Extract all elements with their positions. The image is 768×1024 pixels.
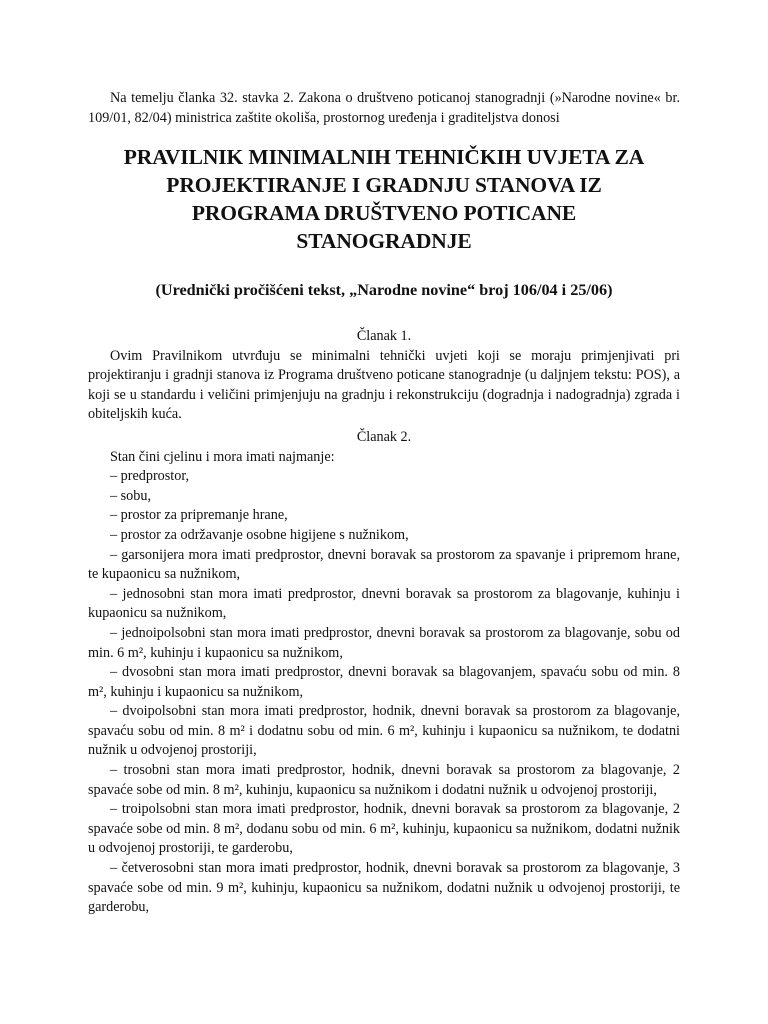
article-2-heading: Članak 2. bbox=[356, 428, 412, 445]
list-item: – jednosobni stan mora imati predprostor, dnevni boravak sa prostorom za blagovanje, kuhinju i kupaonicu sa nužnikom, bbox=[88, 585, 680, 622]
intro-paragraph: Na temelju članka 32. stavka 2. Zakona o društveno poticanoj stanogradnji (»Narodne novine« br. 109/01, 82/04) ministrica zaštite okoliša, prostornog uređenja i graditeljstva donosi bbox=[88, 90, 680, 126]
list-item: – dvosobni stan mora imati predprostor, dnevni boravak sa blagovanjem, spavaću sobu od min. 8 m², kuhinju i kupaonicu sa nužnikom, bbox=[88, 664, 680, 700]
list-item: – predprostor, bbox=[110, 468, 190, 485]
list-item: – troipolsobni stan mora imati predprostor, hodnik, dnevni boravak sa prostorom za blagovanje, 2 spavaće sobe od min. 8 m², dodanu sobu od min. 6 m², kuhinju, kupaonicu sa nužnikom, dodatni nužnik u odvojenoj prostoriji, te garderobu, bbox=[88, 801, 680, 857]
list-item: – četverosobni stan mora imati predprostor, hodnik, dnevni boravak sa prostorom za blagovanje, 3 spavaće sobe od min. 9 m², kuhinju, kupaonicu sa nužnikom, dodatni nužnik u odvojenoj prostoriji, te garderobu, bbox=[88, 860, 680, 916]
title-line: STANOGRADNJE bbox=[296, 229, 472, 253]
article-2-lead: Stan čini cjelinu i mora imati najmanje: bbox=[110, 448, 335, 465]
list-item: – prostor za održavanje osobne higijene s nužnikom, bbox=[110, 526, 409, 543]
document-body bbox=[88, 327, 680, 918]
document-subtitle: (Urednički pročišćeni tekst, „Narodne novine“ broj 106/04 i 25/06) bbox=[155, 281, 613, 299]
article-1-text: Ovim Pravilnikom utvrđuju se minimalni tehnički uvjeti koji se moraju primjenjivati pri projektiranju i gradnji stanova iz Programa društveno poticane stanogradnje (u daljnjem tekstu: POS), a koji se u standardu i veličini primjenjuju na gradnju i rekonstrukciju (dogradnja i nadogradnja) zgrada i obiteljskih kuća. bbox=[88, 347, 680, 423]
list-item: – garsonijera mora imati predprostor, dnevni boravak sa prostorom za spavanje i pripremom hrane, te kupaonicu sa nužnikom, bbox=[88, 546, 680, 583]
list-item: – jednoipolsobni stan mora imati predprostor, dnevni boravak sa prostorom za blagovanje, sobu od min. 6 m², kuhinju i kupaonicu sa nužnikom, bbox=[88, 624, 680, 661]
title-line: PROGRAMA DRUŠTVENO POTICANE bbox=[191, 201, 577, 225]
list-item: – dvoipolsobni stan mora imati predprostor, hodnik, dnevni boravak sa prostorom za blagovanje, spavaću sobu od min. 8 m² i dodatnu sobu od min. 6 m², kuhinju i kupaonicu sa nužnikom, te dodatni nužnik u odvojenoj prostoriji, bbox=[88, 703, 680, 759]
title-line: PROJEKTIRANJE I GRADNJU STANOVA IZ bbox=[166, 173, 602, 197]
list-item: – sobu, bbox=[110, 487, 151, 504]
title-line: PRAVILNIK MINIMALNIH TEHNIČKIH UVJETA ZA bbox=[123, 145, 645, 169]
document-title bbox=[88, 143, 680, 255]
article-1-heading: Članak 1. bbox=[356, 328, 412, 344]
list-item: – prostor za pripremanje hrane, bbox=[110, 507, 288, 524]
list-item: – trosobni stan mora imati predprostor, hodnik, dnevni boravak sa prostorom za blagovanje, 2 spavaće sobe od min. 8 m², kuhinju, kupaonicu sa nužnikom i dodatni nužnik u odvojenoj prostoriji, bbox=[88, 762, 680, 798]
